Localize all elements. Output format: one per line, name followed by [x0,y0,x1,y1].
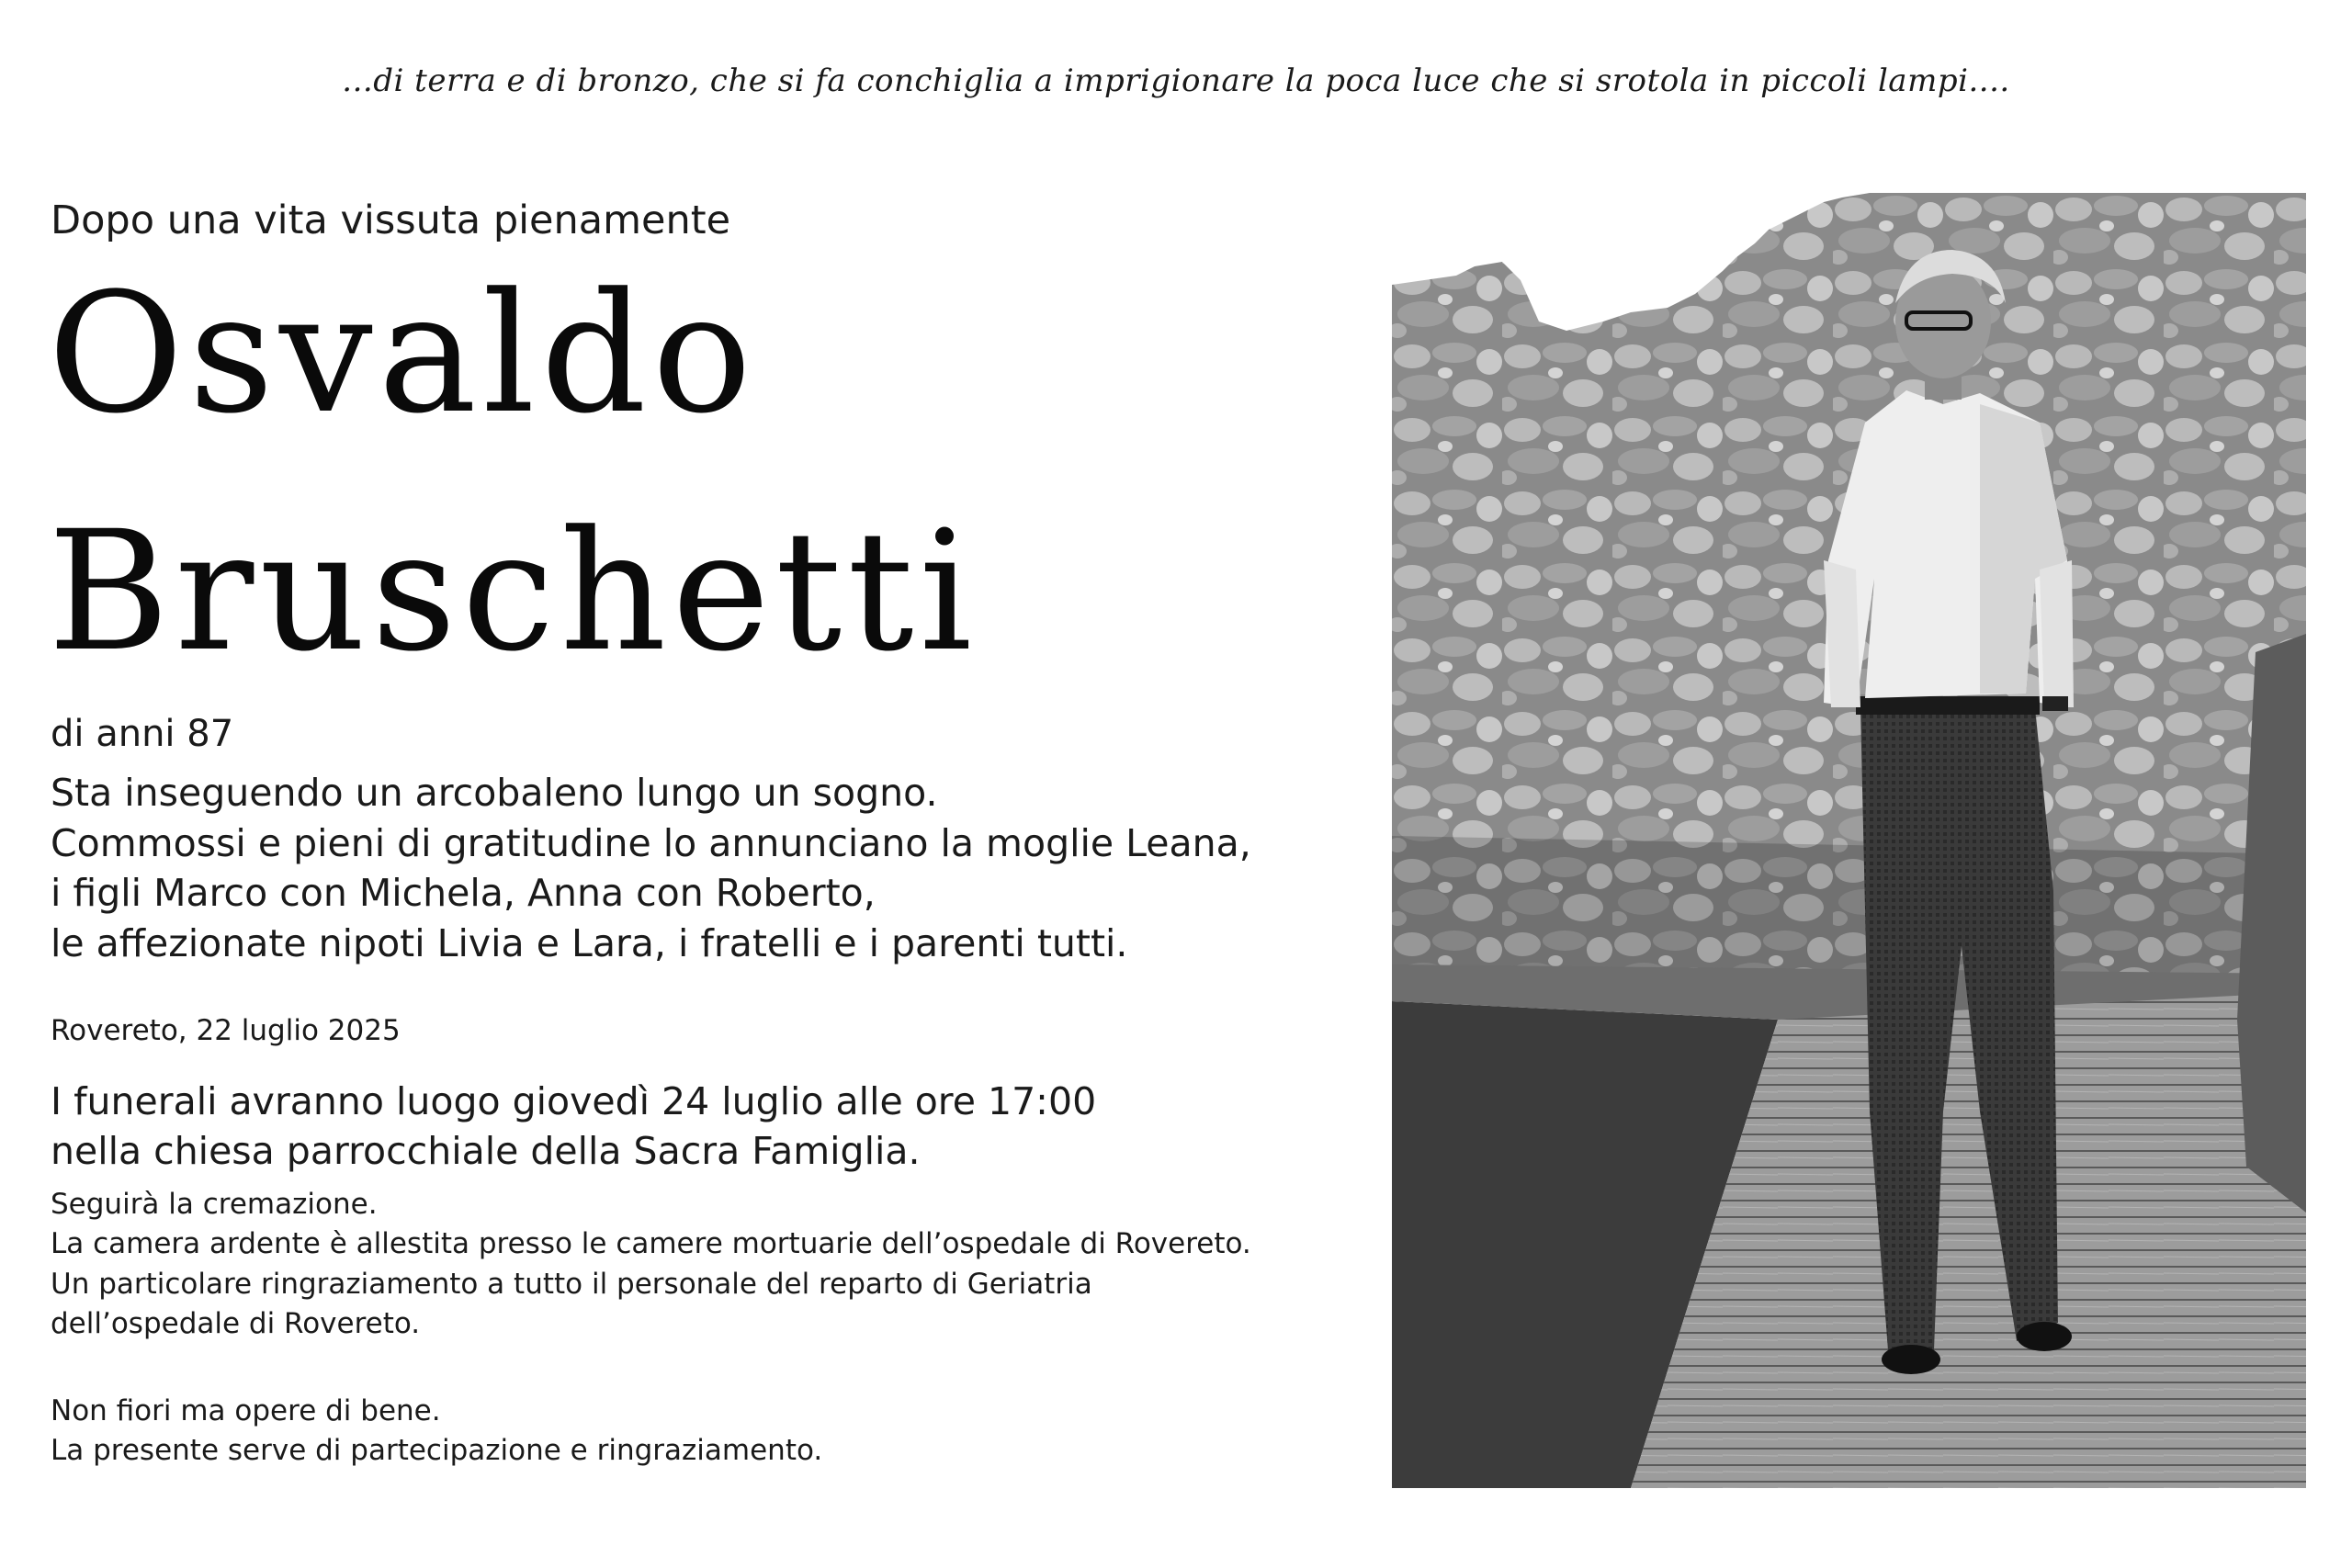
closing-line: Non fiori ma opere di bene. [51,1394,441,1427]
arm-right [2040,560,2074,707]
belt [1856,696,2040,715]
watch [2042,696,2068,711]
closing-block [51,1392,822,1472]
closing-line: La presente serve di partecipazione e ringraziamento. [51,1434,823,1468]
funeral-line: I funerali avranno luogo giovedì 24 luglio alle ore 17:00 [51,1079,1097,1123]
wall-shadow [1392,836,2306,983]
deceased-first-name: Osvaldo [48,258,758,450]
portrait-photo [1392,193,2306,1488]
announcement-line: Sta inseguendo un arcobaleno lungo un sogno. [51,771,938,815]
epigraph: ...di terra e di bronzo, che si fa conchiglia a imprigionare la poca luce che si srotola in piccoli lampi.... [342,62,2010,99]
details-line: Seguirà la cremazione. [51,1188,378,1221]
details-line: dell’ospedale di Rovereto. [51,1307,421,1341]
details-line: Un particolare ringraziamento a tutto il personale del reparto di Geriatria [51,1267,1092,1301]
announcement-line: i figli Marco con Michela, Anna con Roberto, [51,871,876,916]
intro-line: Dopo una vita vissuta pienamente [51,197,731,243]
announcement-line: Commossi e pieni di gratitudine lo annunciano la moglie Leana, [51,820,1251,865]
place-date: Rovereto, 22 luglio 2025 [51,1014,401,1047]
age-line: di anni 87 [51,713,234,755]
funeral-block [51,1077,1096,1176]
announcement-line: le affezionate nipoti Livia e Lara, i fratelli e i parenti tutti. [51,920,1128,965]
shoe-left [1882,1345,1940,1374]
deceased-last-name: Bruschetti [48,496,978,688]
shoe-right [2017,1322,2072,1351]
details-line: La camera ardente è allestita presso le camere mortuarie dell’ospedale di Rovereto. [51,1227,1251,1261]
details-block [51,1185,1251,1345]
funeral-line: nella chiesa parrocchiale della Sacra Famiglia. [51,1129,921,1174]
announcement-block [51,768,1251,968]
